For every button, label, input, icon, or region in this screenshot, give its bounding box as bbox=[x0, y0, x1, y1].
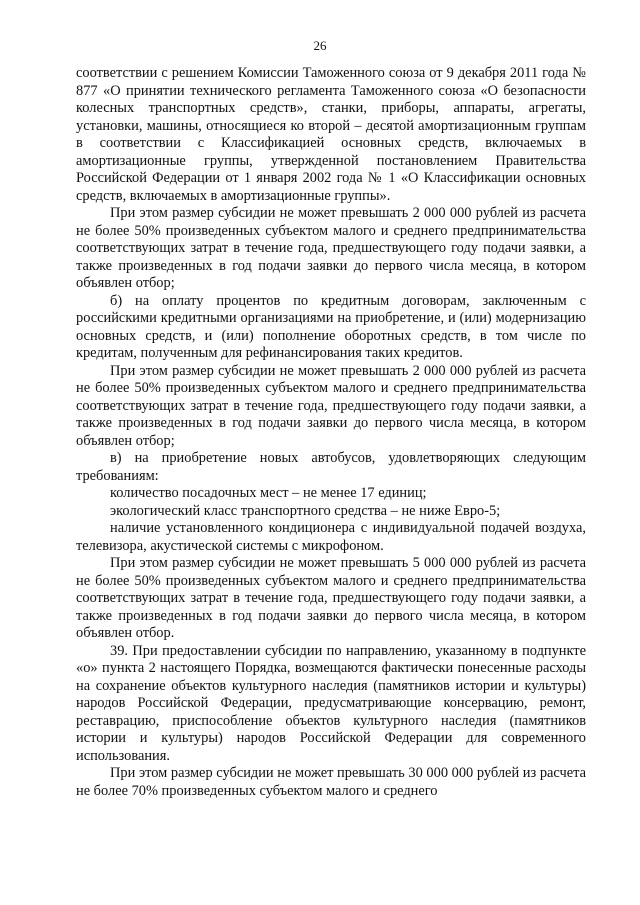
paragraph-continuation: соответствии с решением Комиссии Таможенного союза от 9 декабря 2011 года № 877 «О принятии технического регламента Таможенного союза «О безопасности колесных транспортных средств», станки, приборы, аппараты, агрегаты, установки, машины, относящиеся ко второй – десятой амортизационным группам в соответствии с Классификацией основных средств, включаемых в амортизационные группы, утвержденной постановлением Правительства Российской Федерации от 1 января 2002 года № 1 «О Классификации основных средств, включаемых в амортизационные группы». bbox=[76, 65, 586, 204]
document-body bbox=[76, 65, 586, 800]
paragraph-subsidy-limit-1: При этом размер субсидии не может превышать 2 000 000 рублей из расчета не более 50% произведенных субъектом малого и среднего предпринимательства соответствующих затрат в течение года, предшествующего году подачи заявки, а также произведенных в год подачи заявки до первого числа месяца, в котором объявлен отбор; bbox=[76, 205, 586, 291]
page-number: 26 bbox=[313, 38, 327, 53]
paragraph-subsidy-limit-2: При этом размер субсидии не может превышать 2 000 000 рублей из расчета не более 50% произведенных субъектом малого и среднего предпринимательства соответствующих затрат в течение года, предшествующего году подачи заявки, а также произведенных в год подачи заявки до первого числа месяца, в котором объявлен отбор; bbox=[76, 362, 586, 449]
paragraph-subsidy-limit-4: При этом размер субсидии не может превышать 30 000 000 рублей из расчета не более 70% произведенных субъектом малого и среднего bbox=[76, 765, 586, 799]
paragraph-requirement-seats: количество посадочных мест – не менее 17 единиц; bbox=[110, 485, 427, 501]
paragraph-item-v: в) на приобретение новых автобусов, удовлетворяющих следующим требованиям: bbox=[76, 450, 586, 484]
paragraph-item-b: б) на оплату процентов по кредитным договорам, заключенным с российскими кредитными организациями на приобретение, и (или) модернизацию основных средств, и (или) пополнение оборотных средств, в том числе по кредитам, полученным для рефинансирования таких кредитов. bbox=[76, 292, 586, 361]
paragraph-clause-39: 39. При предоставлении субсидии по направлению, указанному в подпункте «о» пункта 2 настоящего Порядка, возмещаются фактически понесенные расходы на сохранение объектов культурного наследия (памятников истории и культуры) народов Российской Федерации, предусматривающие консервацию, ремонт, реставрацию, приспособление объектов культурного наследия (памятников истории и культуры) народов Российской Федерации для современного использования. bbox=[76, 642, 586, 764]
paragraph-requirement-equipment: наличие установленного кондиционера с индивидуальной подачей воздуха, телевизора, акустической системы с микрофоном. bbox=[76, 520, 586, 554]
paragraph-subsidy-limit-3: При этом размер субсидии не может превышать 5 000 000 рублей из расчета не более 50% произведенных субъектом малого и среднего предпринимательства соответствующих затрат в течение года, предшествующего году подачи заявки, а также произведенных в год подачи заявки до первого числа месяца, в котором объявлен отбор. bbox=[76, 555, 586, 641]
paragraph-requirement-eco-class: экологический класс транспортного средства – не ниже Евро-5; bbox=[110, 502, 501, 519]
